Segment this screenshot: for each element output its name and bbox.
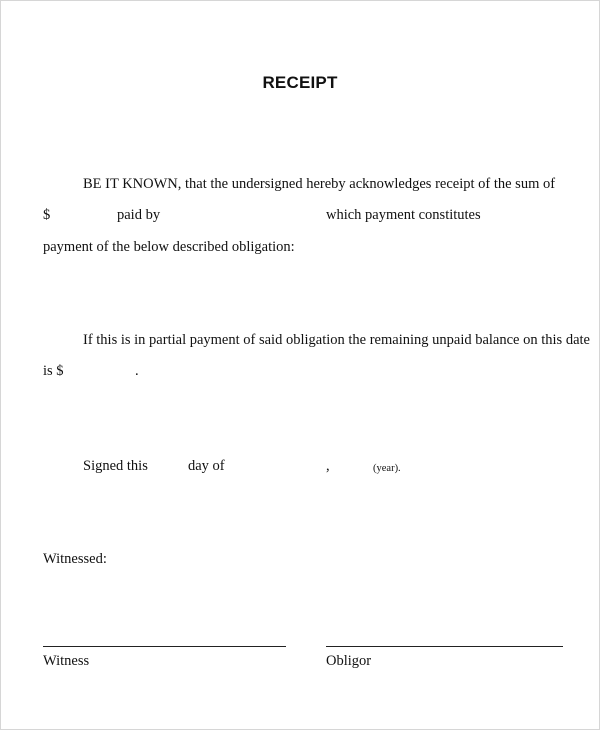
balance-dollar-label: is $ (43, 363, 64, 379)
obligor-label: Obligor (326, 653, 372, 669)
year-label: (year). (373, 463, 401, 474)
day-of-label: day of (188, 458, 225, 474)
payment-constitutes-label: which payment constitutes (326, 207, 481, 223)
partial-payment-line: If this is in partial payment of said obligation the remaining unpaid balance on this date (83, 332, 590, 348)
obligation-line: payment of the below described obligation: (43, 239, 295, 255)
balance-period: . (135, 363, 139, 379)
paid-by-label: paid by (117, 207, 161, 223)
document-title: RECEIPT (262, 73, 338, 92)
date-comma: , (326, 458, 330, 474)
obligor-signature-line (326, 646, 563, 647)
witness-signature-line (43, 646, 286, 647)
amount-dollar-sign: $ (43, 207, 51, 223)
signed-this-label: Signed this (83, 458, 148, 474)
acknowledgement-line: BE IT KNOWN, that the undersigned hereby acknowledges receipt of the sum of (83, 176, 556, 192)
witness-label: Witness (43, 653, 90, 669)
witnessed-label: Witnessed: (43, 551, 107, 567)
